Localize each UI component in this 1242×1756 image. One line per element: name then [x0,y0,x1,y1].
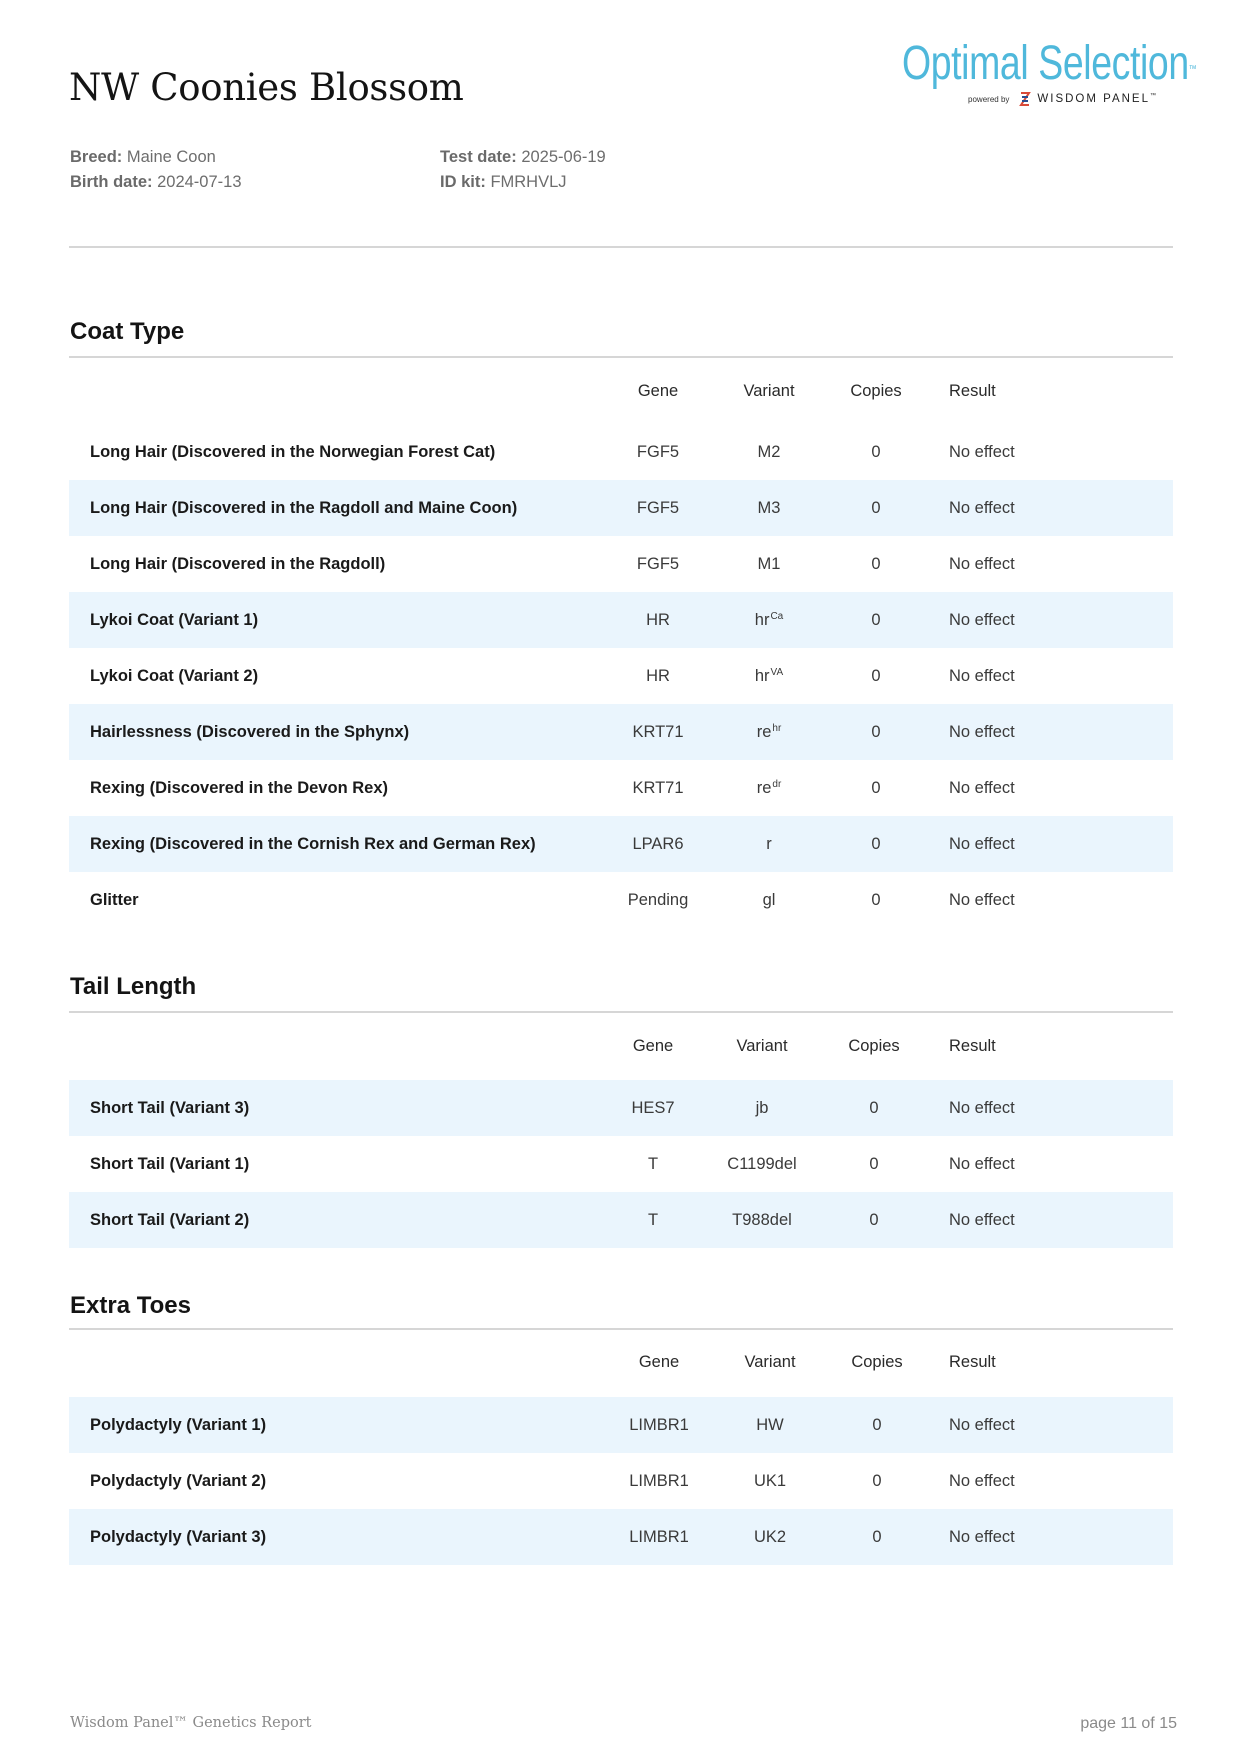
section-title: Coat Type [70,318,185,345]
copies-cell: 0 [872,1528,882,1546]
gene-cell: LIMBR1 [629,1528,689,1546]
gene-cell: HES7 [631,1099,675,1117]
section-divider [69,356,1173,358]
variant-base: gl [762,891,776,909]
result-cell: No effect [949,555,1015,573]
trait-name: Long Hair (Discovered in the Norwegian Forest Cat) [90,443,496,461]
copies-cell: 0 [872,1416,882,1434]
copies-cell: 0 [871,723,881,741]
gene-cell: LIMBR1 [629,1472,689,1490]
variant-base: r [766,835,772,853]
result-cell: No effect [949,667,1015,685]
table-header [69,382,1173,414]
trait-name: Lykoi Coat (Variant 1) [90,611,259,629]
result-cell: No effect [949,499,1015,517]
table-row [69,816,1173,872]
section-title: Tail Length [70,973,197,1000]
copies-cell: 0 [871,611,881,629]
column-header-copies: Copies [848,1037,900,1055]
variant-cell [758,536,781,592]
gene-cell: FGF5 [636,499,680,517]
gene-cell: Pending [627,891,689,909]
section-divider [69,1011,1173,1013]
variant-cell [756,1080,769,1136]
table-row [69,1509,1173,1565]
logo-wordmark: Optimal Selection™ [902,37,1197,90]
trait-name: Glitter [90,891,139,909]
meta-breed: Breed: Maine Coon [70,148,216,166]
gene-cell: FGF5 [636,443,680,461]
variant-cell [758,480,781,536]
variant-superscript: dr [772,779,782,790]
trait-name: Hairlessness (Discovered in the Sphynx) [90,723,410,741]
logo-powered-by: powered by WISDOM PANEL™ [968,93,1158,105]
copies-cell: 0 [871,891,881,909]
result-cell: No effect [949,443,1015,461]
optimal-selection-logo [898,37,1197,110]
copies-cell: 0 [869,1099,879,1117]
column-header-gene: Gene [632,1037,674,1055]
trait-name: Rexing (Discovered in the Cornish Rex and German Rex) [90,835,536,853]
variant-base: T988del [732,1211,792,1229]
variant-base: M1 [757,555,781,573]
meta-id-kit: ID kit: FMRHVLJ [440,173,567,191]
trait-name: Short Tail (Variant 2) [90,1211,250,1229]
variant-base: UK2 [753,1528,787,1546]
table-header [69,1353,1173,1385]
meta-test-date: Test date: 2025-06-19 [440,148,606,166]
column-header-result: Result [949,382,996,400]
result-cell: No effect [949,1472,1015,1490]
gene-cell: HR [646,667,670,685]
table-row [69,1136,1173,1192]
gene-cell: HR [646,611,670,629]
result-cell: No effect [949,1416,1015,1434]
trait-name: Polydactyly (Variant 1) [90,1416,267,1434]
trait-name: Long Hair (Discovered in the Ragdoll and Maine Coon) [90,499,518,517]
table-header [69,1037,1173,1069]
column-header-variant: Variant [743,382,795,400]
variant-cell [757,704,782,763]
copies-cell: 0 [869,1155,879,1173]
variant-cell [732,1192,792,1248]
trait-name: Long Hair (Discovered in the Ragdoll) [90,555,386,573]
trait-name: Polydactyly (Variant 3) [90,1528,267,1546]
trait-name: Polydactyly (Variant 2) [90,1472,267,1490]
variant-superscript: VA [770,667,784,678]
result-cell: No effect [949,835,1015,853]
result-cell: No effect [949,1155,1015,1173]
table-row [69,1397,1173,1453]
copies-cell: 0 [869,1211,879,1229]
variant-superscript: Ca [770,611,784,622]
footer-report-name: Wisdom Panel™ Genetics Report [70,1715,312,1731]
page-title: NW Coonies Blossom [69,66,464,109]
variant-base: hr [754,667,770,685]
variant-cell [755,648,783,707]
table-row [69,704,1173,760]
wisdom-panel-icon [1019,92,1031,106]
copies-cell: 0 [871,443,881,461]
column-header-variant: Variant [744,1353,796,1371]
copies-cell: 0 [871,667,881,685]
variant-base: M3 [757,499,781,517]
table-row [69,1192,1173,1248]
header-divider [69,246,1173,248]
gene-cell: KRT71 [632,723,684,741]
table-row [69,480,1173,536]
result-cell: No effect [949,779,1015,797]
gene-cell: T [647,1211,659,1229]
column-header-variant: Variant [736,1037,788,1055]
gene-cell: KRT71 [632,779,684,797]
gene-cell: T [647,1155,659,1173]
result-cell: No effect [949,611,1015,629]
table-row [69,1080,1173,1136]
section-divider [69,1328,1173,1330]
column-header-copies: Copies [850,382,902,400]
copies-cell: 0 [871,499,881,517]
gene-cell: LPAR6 [632,835,684,853]
results-table [69,1080,1173,1248]
footer-page-number: page 11 of 15 [1080,1715,1177,1732]
gene-cell: LIMBR1 [629,1416,689,1434]
meta-birth-date: Birth date: 2024-07-13 [70,173,242,191]
column-header-result: Result [949,1037,996,1055]
copies-cell: 0 [871,835,881,853]
result-cell: No effect [949,891,1015,909]
table-row [69,760,1173,816]
copies-cell: 0 [872,1472,882,1490]
table-row [69,424,1173,480]
variant-base: M2 [757,443,781,461]
column-header-gene: Gene [638,1353,680,1371]
variant-base: UK1 [753,1472,787,1490]
section-title: Extra Toes [70,1292,191,1319]
result-cell: No effect [949,1099,1015,1117]
table-row [69,1453,1173,1509]
variant-base: jb [755,1099,769,1117]
result-cell: No effect [949,723,1015,741]
table-row [69,536,1173,592]
table-row [69,872,1173,928]
variant-base: re [756,779,772,797]
result-cell: No effect [949,1528,1015,1546]
trait-name: Rexing (Discovered in the Devon Rex) [90,779,388,797]
trait-name: Short Tail (Variant 3) [90,1099,250,1117]
trait-name: Short Tail (Variant 1) [90,1155,250,1173]
trait-name: Lykoi Coat (Variant 2) [90,667,259,685]
variant-cell [757,760,782,819]
table-row [69,592,1173,648]
results-table [69,424,1173,928]
variant-cell [727,1136,796,1192]
variant-cell [755,592,783,651]
variant-base: C1199del [727,1155,797,1173]
table-row [69,648,1173,704]
variant-superscript: hr [772,723,782,734]
variant-cell [758,424,781,480]
result-cell: No effect [949,1211,1015,1229]
variant-base: re [756,723,772,741]
copies-cell: 0 [871,555,881,573]
variant-cell [756,1397,784,1453]
copies-cell: 0 [871,779,881,797]
column-header-gene: Gene [637,382,679,400]
variant-base: hr [754,611,770,629]
variant-cell [754,1509,786,1565]
variant-cell [763,872,776,928]
results-table [69,1397,1173,1565]
column-header-result: Result [949,1353,996,1371]
column-header-copies: Copies [851,1353,903,1371]
gene-cell: FGF5 [636,555,680,573]
variant-cell [766,816,772,872]
variant-base: HW [756,1416,784,1434]
variant-cell [754,1453,786,1509]
